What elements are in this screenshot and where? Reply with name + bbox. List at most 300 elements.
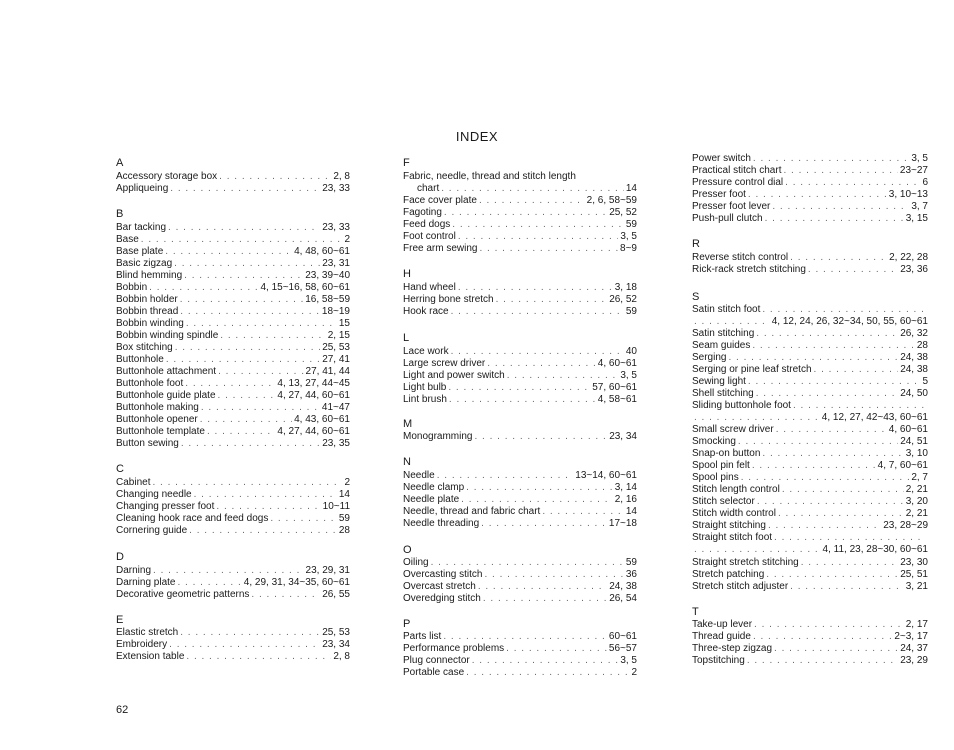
index-entry — [403, 358, 637, 370]
index-term: Fagoting — [403, 207, 442, 218]
index-term: Needle, thread and fabric chart — [403, 506, 541, 517]
index-entry — [692, 472, 928, 484]
index-entry — [116, 390, 350, 402]
index-entry — [692, 412, 928, 424]
index-entry — [692, 448, 928, 460]
index-term: Bar tacking — [116, 222, 167, 233]
index-pages: 3, 7 — [911, 201, 928, 212]
index-entry — [692, 340, 928, 352]
section-letter: S — [692, 291, 700, 303]
index-pages: 23, 39~40 — [305, 270, 350, 281]
dot-leader — [694, 544, 821, 556]
index-entry — [692, 252, 928, 264]
index-entry — [403, 282, 637, 294]
index-pages: 3, 5 — [911, 153, 928, 164]
index-entry — [692, 328, 928, 340]
dot-leader — [790, 581, 904, 593]
index-entry — [116, 183, 350, 195]
index-pages: 60~61 — [608, 631, 637, 642]
dot-leader — [481, 518, 607, 530]
dot-leader — [756, 388, 898, 400]
index-pages: 27, 41 — [322, 354, 350, 365]
dot-leader — [474, 431, 607, 443]
index-entry — [692, 201, 928, 213]
index-entry — [403, 667, 637, 679]
index-term: Spool pins — [692, 472, 739, 483]
index-entry — [403, 370, 637, 382]
index-entry — [116, 627, 350, 639]
index-term: Cornering guide — [116, 525, 188, 536]
index-term: Presser foot — [692, 189, 746, 200]
index-entry — [692, 544, 928, 556]
index-entry — [116, 246, 350, 258]
index-entry — [403, 581, 637, 593]
index-term: Needle clamp — [403, 482, 465, 493]
index-term: Buttonhole making — [116, 402, 199, 413]
section-letter: A — [116, 157, 124, 169]
index-entry — [116, 402, 350, 414]
index-entry — [403, 557, 637, 569]
dot-leader — [466, 667, 629, 679]
index-term: Bobbin — [116, 282, 148, 293]
index-entry — [116, 270, 350, 282]
dot-leader — [753, 153, 909, 165]
page-number: 62 — [116, 704, 129, 716]
index-entry — [403, 506, 637, 518]
index-pages: 25, 52 — [609, 207, 637, 218]
index-pages: 2 — [344, 477, 350, 488]
index-term: Face cover plate — [403, 195, 477, 206]
index-pages: 4, 29, 31, 34~35, 60~61 — [243, 577, 350, 588]
dot-leader — [496, 294, 608, 306]
index-term: Extension table — [116, 651, 185, 662]
index-entry — [692, 424, 928, 436]
index-pages: 26, 55 — [322, 589, 350, 600]
index-pages: 59 — [625, 219, 637, 230]
dot-leader — [184, 270, 303, 282]
index-entry — [692, 153, 928, 165]
index-term: Bobbin winding — [116, 318, 184, 329]
dot-leader — [200, 414, 292, 426]
index-term: Reverse stitch control — [692, 252, 789, 263]
index-term: Feed dogs — [403, 219, 451, 230]
index-pages: 2, 21 — [905, 484, 928, 495]
index-pages: 6 — [922, 177, 928, 188]
dot-leader — [772, 201, 909, 213]
index-entry — [692, 376, 928, 388]
dot-leader — [437, 470, 574, 482]
index-term: Appliqueing — [116, 183, 169, 194]
index-term: Buttonhole template — [116, 426, 205, 437]
index-term: Elastic stretch — [116, 627, 179, 638]
index-entry — [692, 436, 928, 448]
index-entry — [403, 431, 637, 443]
index-pages: 23, 34 — [609, 431, 637, 442]
index-entry — [692, 189, 928, 201]
index-pages: 23, 35 — [322, 438, 350, 449]
index-pages: 3, 10 — [905, 448, 928, 459]
index-pages: 26, 52 — [609, 294, 637, 305]
index-entry — [116, 651, 350, 663]
section-letter: F — [403, 157, 410, 169]
dot-leader — [166, 354, 320, 366]
index-entry — [403, 382, 637, 394]
index-term: Stitch length control — [692, 484, 780, 495]
index-term: Free arm sewing — [403, 243, 478, 254]
index-entry — [403, 643, 637, 655]
index-pages: 3, 15 — [905, 213, 928, 224]
index-term: Oiling — [403, 557, 429, 568]
dot-leader — [774, 532, 926, 544]
dot-leader — [768, 520, 881, 532]
dot-leader — [785, 177, 920, 189]
index-term: Serging — [692, 352, 727, 363]
index-term: Blind hemming — [116, 270, 183, 281]
index-pages: 4, 27, 44, 60~61 — [277, 390, 350, 401]
dot-leader — [793, 400, 926, 412]
section-letter: H — [403, 268, 411, 280]
index-entry — [116, 330, 350, 342]
dot-leader — [180, 306, 320, 318]
index-pages: 2, 6, 58~59 — [586, 195, 637, 206]
dot-leader — [748, 189, 887, 201]
index-entry — [116, 171, 350, 183]
index-pages: 2 — [631, 667, 637, 678]
dot-leader — [218, 366, 303, 378]
dot-leader — [466, 482, 613, 494]
index-entry — [116, 294, 350, 306]
dot-leader — [451, 346, 624, 358]
dot-leader — [431, 557, 624, 569]
index-entry — [692, 364, 928, 376]
index-pages: 27, 41, 44 — [305, 366, 350, 377]
dot-leader — [694, 316, 770, 328]
dot-leader — [251, 589, 320, 601]
index-term: Portable case — [403, 667, 465, 678]
index-term: Overedging stitch — [403, 593, 481, 604]
dot-leader — [752, 460, 876, 472]
dot-leader — [754, 619, 904, 631]
index-pages: 15 — [338, 318, 350, 329]
dot-leader — [483, 593, 607, 605]
dot-leader — [165, 246, 292, 258]
dot-leader — [185, 378, 275, 390]
index-term: Practical stitch chart — [692, 165, 782, 176]
index-entry — [403, 394, 637, 406]
index-pages: 5 — [922, 376, 928, 387]
index-term: Buttonhole foot — [116, 378, 184, 389]
index-term: Box stitching — [116, 342, 173, 353]
index-pages: 23, 30 — [900, 557, 928, 568]
index-pages: 14 — [338, 489, 350, 500]
index-pages: 23, 28~29 — [883, 520, 928, 531]
index-entry — [403, 243, 637, 255]
index-term: Push-pull clutch — [692, 213, 763, 224]
index-term: Buttonhole attachment — [116, 366, 217, 377]
dot-leader — [170, 183, 320, 195]
dot-leader — [478, 581, 607, 593]
dot-leader — [175, 342, 320, 354]
index-pages: 41~47 — [321, 402, 350, 413]
index-entry — [403, 569, 637, 581]
index-entry — [692, 631, 928, 643]
index-entry — [692, 619, 928, 631]
index-pages: 28 — [916, 340, 928, 351]
dot-leader — [694, 412, 820, 424]
index-term: Base — [116, 234, 139, 245]
index-entry — [403, 306, 637, 318]
index-entry — [116, 222, 350, 234]
index-term: Overcast stretch — [403, 581, 476, 592]
section-letter: R — [692, 238, 700, 250]
index-pages: 26, 32 — [900, 328, 928, 339]
index-pages: 2, 16 — [614, 494, 637, 505]
index-pages: 17~18 — [608, 518, 637, 529]
index-term: Parts list — [403, 631, 442, 642]
index-term: Take-up lever — [692, 619, 753, 630]
dot-leader — [461, 494, 613, 506]
index-pages: 24, 51 — [900, 436, 928, 447]
dot-leader — [452, 219, 624, 231]
dot-leader — [542, 506, 624, 518]
index-term: Monogramming — [403, 431, 473, 442]
index-pages: 26, 54 — [609, 593, 637, 604]
index-pages: 23~27 — [899, 165, 928, 176]
index-pages: 24, 38 — [609, 581, 637, 592]
index-pages: 59 — [625, 306, 637, 317]
index-term: Changing presser foot — [116, 501, 215, 512]
index-pages: 3, 5 — [620, 231, 637, 242]
index-pages: 4, 48, 60~61 — [294, 246, 350, 257]
index-term: Serging or pine leaf stretch — [692, 364, 812, 375]
index-pages: 10~11 — [322, 501, 350, 512]
index-term: Cabinet — [116, 477, 151, 488]
index-pages: 24, 50 — [900, 388, 928, 399]
index-entry — [116, 513, 350, 525]
index-pages: 3, 18 — [614, 282, 637, 293]
index-term: Darning — [116, 565, 152, 576]
index-pages: 2~3, 17 — [894, 631, 928, 642]
index-pages: 3, 14 — [614, 482, 637, 493]
index-entry — [116, 366, 350, 378]
index-pages: 4, 27, 44, 60~61 — [277, 426, 350, 437]
index-entry — [116, 258, 350, 270]
dot-leader — [756, 328, 898, 340]
index-pages: 40 — [625, 346, 637, 357]
index-entry — [403, 482, 637, 494]
index-pages: 3, 5 — [620, 370, 637, 381]
index-pages: 56~57 — [608, 643, 637, 654]
index-entry — [403, 631, 637, 643]
dot-leader — [181, 438, 320, 450]
dot-leader — [782, 484, 904, 496]
index-pages: 59 — [338, 513, 350, 524]
index-pages: 2, 17 — [905, 619, 928, 630]
index-entry — [692, 400, 928, 412]
dot-leader — [448, 382, 590, 394]
section-letter: O — [403, 544, 412, 556]
index-pages: 3, 10~13 — [888, 189, 928, 200]
index-pages: 2, 21 — [905, 508, 928, 519]
dot-leader — [790, 252, 887, 264]
dot-leader — [153, 565, 303, 577]
index-term: Needle threading — [403, 518, 480, 529]
index-term: Pressure control dial — [692, 177, 784, 188]
index-entry — [403, 346, 637, 358]
index-pages: 3, 5 — [620, 655, 637, 666]
index-pages: 24, 38 — [900, 352, 928, 363]
index-pages: 24, 37 — [900, 643, 928, 654]
dot-leader — [169, 639, 320, 651]
index-pages: 16, 58~59 — [305, 294, 350, 305]
dot-leader — [186, 318, 337, 330]
dot-leader — [216, 501, 320, 513]
dot-leader — [152, 477, 342, 489]
dot-leader — [762, 448, 903, 460]
index-term: Embroidery — [116, 639, 168, 650]
index-term: Changing needle — [116, 489, 192, 500]
index-term: Buttonhole — [116, 354, 164, 365]
index-term: Stitch selector — [692, 496, 755, 507]
index-entry — [692, 213, 928, 225]
dot-leader — [774, 643, 898, 655]
dot-leader — [814, 364, 899, 376]
index-pages: 57, 60~61 — [592, 382, 637, 393]
index-entry — [692, 569, 928, 581]
dot-leader — [149, 282, 258, 294]
dot-leader — [186, 651, 331, 663]
index-pages: 4, 12, 24, 26, 32~34, 50, 55, 60~61 — [771, 316, 928, 327]
dot-leader — [748, 376, 921, 388]
section-letter: E — [116, 614, 124, 626]
dot-leader — [141, 234, 343, 246]
dot-leader — [458, 231, 619, 243]
index-entry — [116, 318, 350, 330]
section-letter: C — [116, 463, 124, 475]
index-term: Overcasting stitch — [403, 569, 483, 580]
dot-leader — [189, 525, 337, 537]
index-entry — [692, 508, 928, 520]
section-letter: B — [116, 208, 124, 220]
index-term: Spool pin felt — [692, 460, 750, 471]
index-term: Straight stretch stitching — [692, 557, 799, 568]
index-term: Straight stitch foot — [692, 532, 773, 543]
index-pages: 14 — [625, 506, 637, 517]
dot-leader — [194, 489, 337, 501]
index-pages: 4, 15~16, 58, 60~61 — [260, 282, 350, 293]
dot-leader — [451, 306, 624, 318]
index-term: Buttonhole opener — [116, 414, 198, 425]
index-term: Lace work — [403, 346, 449, 357]
index-entry — [692, 496, 928, 508]
index-pages: 25, 53 — [322, 342, 350, 353]
dot-leader — [177, 577, 241, 589]
index-term: Satin stitch foot — [692, 304, 761, 315]
index-term: Base plate — [116, 246, 164, 257]
index-term: Bobbin holder — [116, 294, 178, 305]
dot-leader — [753, 631, 892, 643]
index-term: Straight stitching — [692, 520, 766, 531]
dot-leader — [738, 436, 898, 448]
index-entry — [692, 388, 928, 400]
index-entry — [116, 378, 350, 390]
index-term: Large screw driver — [403, 358, 486, 369]
index-pages: 4, 11, 23, 28~30, 60~61 — [822, 544, 928, 555]
index-term: Bobbin thread — [116, 306, 179, 317]
index-pages: 14 — [625, 183, 637, 194]
index-entry — [116, 525, 350, 537]
index-entry — [116, 565, 350, 577]
index-pages: 2, 7 — [911, 472, 928, 483]
index-term: Darning plate — [116, 577, 176, 588]
dot-leader — [507, 370, 619, 382]
index-term: Plug connector — [403, 655, 470, 666]
index-term: Topstitching — [692, 655, 745, 666]
index-term: Lint brush — [403, 394, 447, 405]
index-entry — [116, 282, 350, 294]
index-entry — [692, 304, 928, 316]
index-entry — [116, 426, 350, 438]
dot-leader — [449, 394, 596, 406]
dot-leader — [765, 213, 904, 225]
dot-leader — [441, 183, 624, 195]
section-letter: L — [403, 332, 410, 344]
dot-leader — [180, 627, 320, 639]
index-entry — [116, 639, 350, 651]
index-entry — [692, 352, 928, 364]
index-entry — [403, 655, 637, 667]
dot-leader — [479, 243, 618, 255]
index-pages: 4, 12, 27, 42~43, 60~61 — [821, 412, 928, 423]
dot-leader — [808, 264, 898, 276]
dot-leader — [218, 390, 276, 402]
index-term: Three-step zigzag — [692, 643, 773, 654]
index-term: Smocking — [692, 436, 736, 447]
index-entry — [403, 207, 637, 219]
index-pages: 23, 29, 31 — [305, 565, 350, 576]
index-pages: 4, 60~61 — [888, 424, 928, 435]
dot-leader — [762, 304, 926, 316]
dot-leader — [479, 195, 585, 207]
index-entry — [403, 518, 637, 530]
index-entry — [116, 354, 350, 366]
index-pages: 59 — [625, 557, 637, 568]
index-entry — [116, 306, 350, 318]
dot-leader — [201, 402, 320, 414]
index-entry — [403, 593, 637, 605]
index-entry — [403, 195, 637, 207]
index-term: Presser foot lever — [692, 201, 771, 212]
section-letter: T — [692, 606, 699, 618]
dot-leader — [741, 472, 910, 484]
index-entry — [116, 501, 350, 513]
index-term: Decorative geometric patterns — [116, 589, 250, 600]
index-pages: 13~14, 60~61 — [575, 470, 637, 481]
dot-leader — [443, 631, 607, 643]
index-pages: 23, 34 — [322, 639, 350, 650]
index-term: Hook race — [403, 306, 449, 317]
index-entry — [116, 342, 350, 354]
index-entry — [692, 460, 928, 472]
index-term: Button sewing — [116, 438, 179, 449]
index-pages: 2 — [344, 234, 350, 245]
index-term: Stretch patching — [692, 569, 765, 580]
index-term: Foot control — [403, 231, 456, 242]
index-term: chart — [417, 183, 440, 194]
dot-leader — [207, 426, 275, 438]
index-entry — [116, 477, 350, 489]
dot-leader — [783, 165, 897, 177]
